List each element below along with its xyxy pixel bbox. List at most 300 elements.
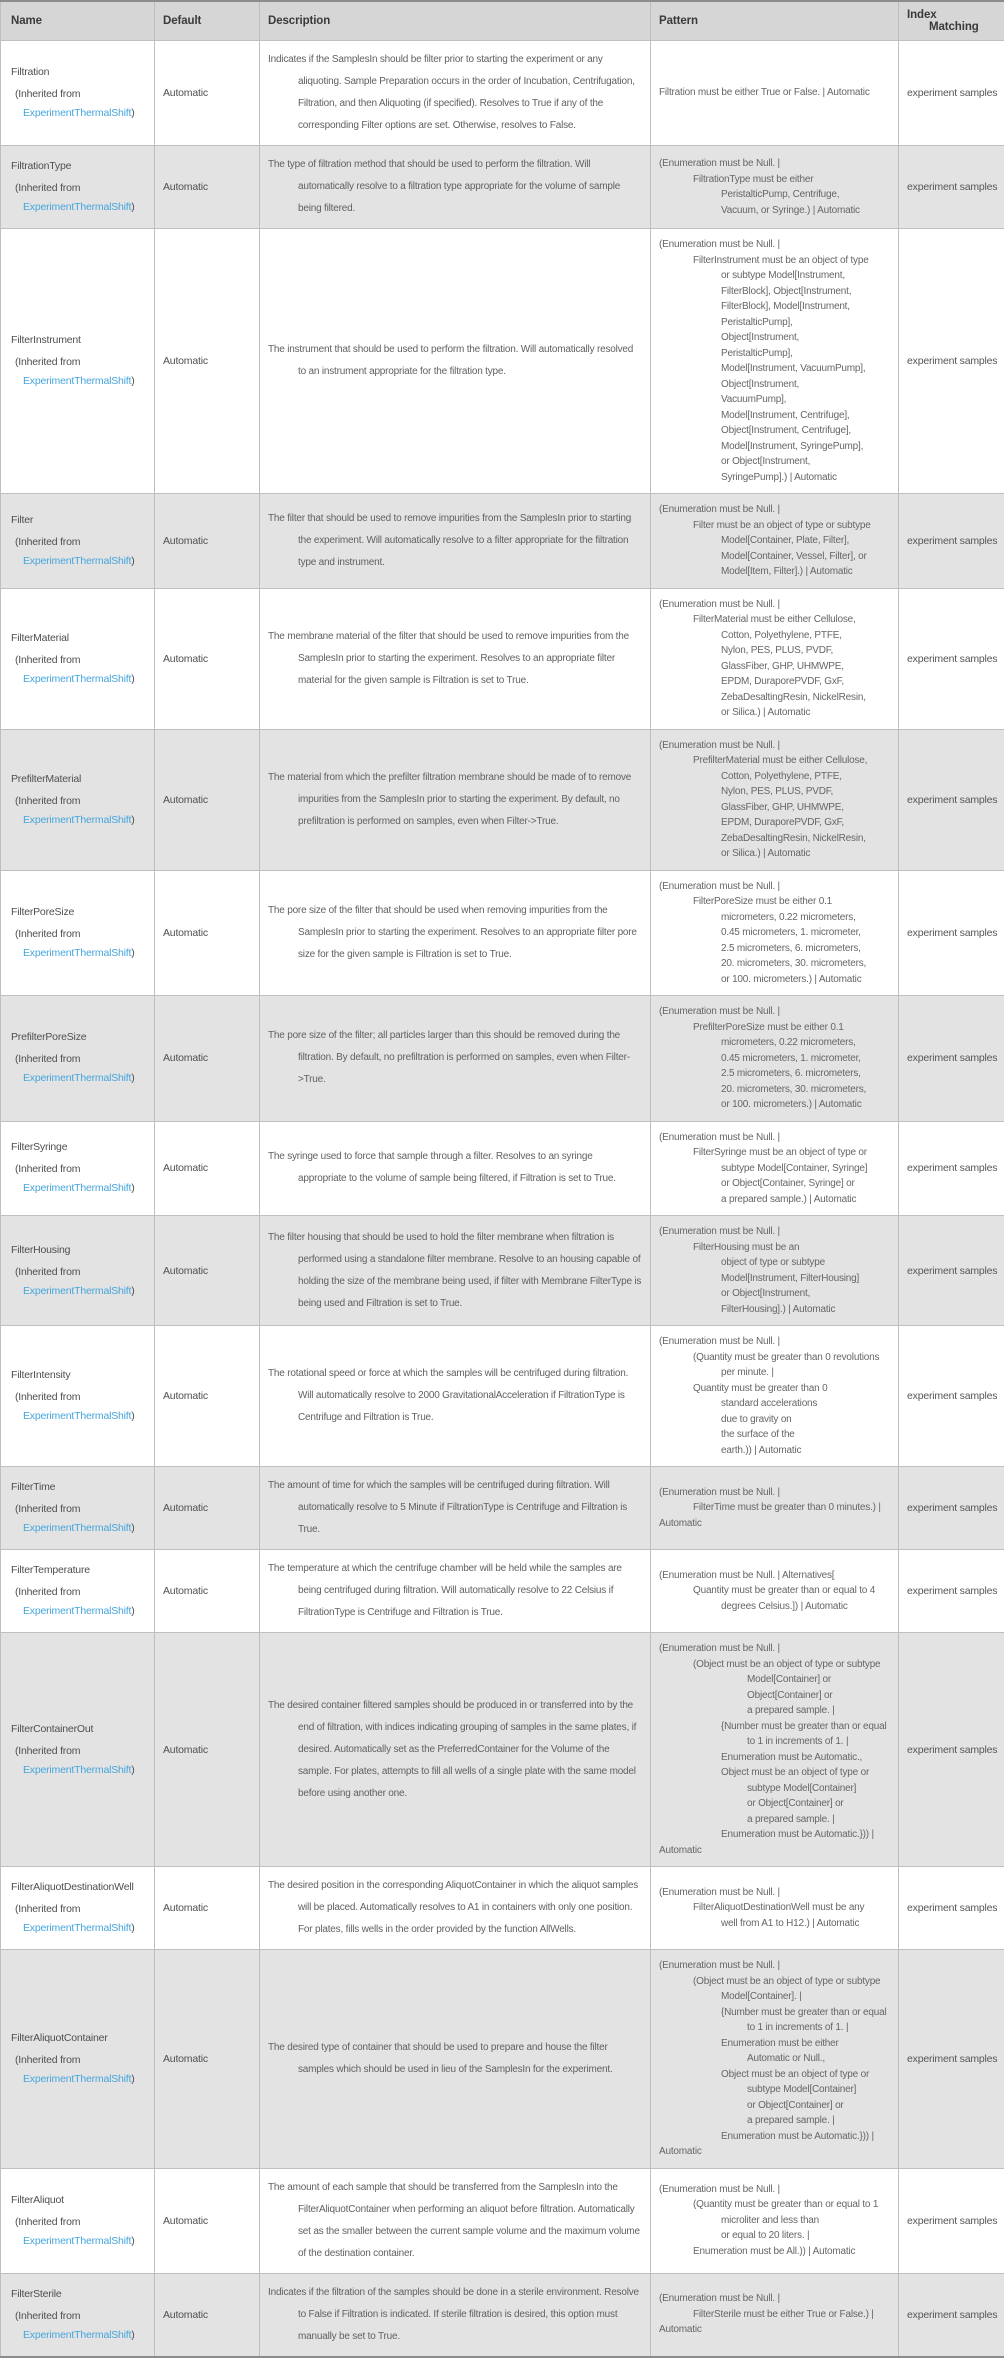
option-description-text: The temperature at which the centrifuge chamber will be held while the samples are being centrifuged during filtration. Will automatically resolve to 22 Celsius if FiltrationType is Centrifuge and Filtration is True.	[268, 1558, 642, 1624]
option-default-cell: Automatic	[155, 1550, 260, 1633]
option-pattern-cell	[651, 2273, 899, 2357]
option-description-text: The amount of each sample that should be transferred from the SamplesIn into the FilterAliquotContainer when performing an aliquot before filtration. Automatically set as the smaller between the current sample volume and the maximum volume of the destination container.	[268, 2177, 642, 2265]
inherited-from-label: (Inherited from	[11, 2051, 150, 2070]
pattern-line: FilterHousing].) | Automatic	[659, 1302, 896, 1318]
pattern-line: (Enumeration must be Null. |	[659, 1334, 896, 1350]
pattern-line: Model[Instrument, VacuumPump],	[659, 361, 896, 377]
closing-paren: )	[131, 1072, 134, 1084]
inherited-from-label: (Inherited from	[11, 353, 150, 372]
pattern-line: or Silica.) | Automatic	[659, 846, 896, 862]
pattern-line: a prepared sample.) | Automatic	[659, 1192, 896, 1208]
option-name-cell	[1, 1121, 155, 1216]
option-description-cell	[260, 1467, 651, 1550]
pattern-line: PeristalticPump],	[659, 315, 896, 331]
pattern-line: 2.5 micrometers, 6. micrometers,	[659, 1066, 896, 1082]
pattern-line: EPDM, DuraporePVDF, GxF,	[659, 674, 896, 690]
pattern-line: SyringePump].) | Automatic	[659, 470, 896, 486]
pattern-line: Enumeration must be Automatic.})) |	[659, 1827, 896, 1843]
option-name-cell	[1, 146, 155, 229]
pattern-line: (Enumeration must be Null. |	[659, 237, 896, 253]
pattern-line: (Enumeration must be Null. |	[659, 1885, 896, 1901]
pattern-line: Automatic or Null.,	[659, 2051, 896, 2067]
header-row	[1, 1, 1004, 41]
pattern-line: (Enumeration must be Null. |	[659, 1641, 896, 1657]
option-index-matching-cell: experiment samples	[899, 2273, 1004, 2357]
option-pattern-cell	[651, 729, 899, 870]
pattern-line: Object[Instrument,	[659, 377, 896, 393]
pattern-line: Model[Container, Plate, Filter],	[659, 533, 896, 549]
option-name-cell	[1, 729, 155, 870]
table-header	[1, 1, 1004, 41]
col-header-index-label: Index	[907, 9, 996, 21]
pattern-line: GlassFiber, GHP, UHMWPE,	[659, 800, 896, 816]
table-row	[1, 2273, 1004, 2357]
pattern-line: ZebaDesaltingResin, NickelResin,	[659, 831, 896, 847]
inherited-from-line	[11, 1919, 150, 1938]
experiment-thermal-shift-link[interactable]: ExperimentThermalShift	[23, 2073, 131, 2085]
option-description-text: Indicates if the filtration of the samples should be done in a sterile environment. Resolve to False if Filtration is indicated. If sterile filtration is desired, this option must manually be set to True.	[268, 2282, 642, 2348]
pattern-line: subtype Model[Container]	[659, 1781, 896, 1797]
pattern-line: VacuumPump],	[659, 392, 896, 408]
pattern-line: Object must be an object of type or	[659, 2067, 896, 2083]
option-description-cell	[260, 494, 651, 589]
option-index-matching-cell: experiment samples	[899, 588, 1004, 729]
inherited-from-label: (Inherited from	[11, 1263, 150, 1282]
pattern-line: Enumeration must be Automatic.,	[659, 1750, 896, 1766]
pattern-line: Vacuum, or Syringe.) | Automatic	[659, 203, 896, 219]
experiment-thermal-shift-link[interactable]: ExperimentThermalShift	[23, 1764, 131, 1776]
pattern-line: well from A1 to H12.) | Automatic	[659, 1916, 896, 1932]
table-row	[1, 41, 1004, 146]
experiment-thermal-shift-link[interactable]: ExperimentThermalShift	[23, 1072, 131, 1084]
inherited-from-label: (Inherited from	[11, 2213, 150, 2232]
pattern-line: Automatic	[659, 1843, 896, 1859]
option-name-cell	[1, 2273, 155, 2357]
table-row	[1, 1550, 1004, 1633]
pattern-line: or Silica.) | Automatic	[659, 705, 896, 721]
pattern-line: (Object must be an object of type or subtype	[659, 1657, 896, 1673]
table-row	[1, 2168, 1004, 2273]
pattern-line: FilterSterile must be either True or False.) |	[659, 2307, 896, 2323]
option-description-text: The syringe used to force that sample through a filter. Resolves to an syringe appropriate to the volume of sample being filtered, if Filtration is set to True.	[268, 1146, 642, 1190]
table-row	[1, 1467, 1004, 1550]
experiment-thermal-shift-link[interactable]: ExperimentThermalShift	[23, 814, 131, 826]
option-name-cell	[1, 1216, 155, 1326]
pattern-line: Enumeration must be Automatic.})) |	[659, 2129, 896, 2145]
option-name: Filtration	[11, 63, 150, 82]
pattern-line: to 1 in increments of 1. |	[659, 2020, 896, 2036]
option-description-cell	[260, 2168, 651, 2273]
option-index-matching-cell: experiment samples	[899, 870, 1004, 996]
experiment-thermal-shift-link[interactable]: ExperimentThermalShift	[23, 673, 131, 685]
pattern-line: Enumeration must be All.)) | Automatic	[659, 2244, 896, 2260]
pattern-line: micrometers, 0.22 micrometers,	[659, 1035, 896, 1051]
table-row	[1, 588, 1004, 729]
pattern-line: FilterTime must be greater than 0 minutes.) |	[659, 1500, 896, 1516]
inherited-from-label: (Inherited from	[11, 1050, 150, 1069]
experiment-thermal-shift-link[interactable]: ExperimentThermalShift	[23, 375, 131, 387]
closing-paren: )	[131, 201, 134, 213]
pattern-line: (Enumeration must be Null. |	[659, 2291, 896, 2307]
option-index-matching-cell: experiment samples	[899, 229, 1004, 494]
closing-paren: )	[131, 2329, 134, 2341]
option-pattern-cell	[651, 1550, 899, 1633]
option-index-matching-cell: experiment samples	[899, 1326, 1004, 1467]
table-row	[1, 996, 1004, 1122]
experiment-thermal-shift-link[interactable]: ExperimentThermalShift	[23, 1522, 131, 1534]
pattern-line: per minute. |	[659, 1365, 896, 1381]
option-description-text: The desired container filtered samples should be produced in or transferred into by the end of filtration, with indices indicating grouping of samples in the same plates, if desired. Automatically set as the PreferredContainer for the Volume of the sample. For plates, attempts to fill all wells of a single plate with the same model before using another one.	[268, 1695, 642, 1805]
option-default-cell: Automatic	[155, 1216, 260, 1326]
option-description-cell	[260, 996, 651, 1122]
pattern-line: PeristalticPump, Centrifuge,	[659, 187, 896, 203]
option-default-cell: Automatic	[155, 1633, 260, 1867]
pattern-line: Model[Container]. |	[659, 1989, 896, 2005]
inherited-from-label: (Inherited from	[11, 925, 150, 944]
inherited-from-line	[11, 372, 150, 391]
option-pattern-cell	[651, 1950, 899, 2169]
option-name-cell	[1, 996, 155, 1122]
option-default-cell: Automatic	[155, 1867, 260, 1950]
closing-paren: )	[131, 107, 134, 119]
closing-paren: )	[131, 673, 134, 685]
option-index-matching-cell: experiment samples	[899, 1867, 1004, 1950]
option-name: FilterHousing	[11, 1241, 150, 1260]
option-name: FilterAliquot	[11, 2191, 150, 2210]
experiment-thermal-shift-link[interactable]: ExperimentThermalShift	[23, 1285, 131, 1297]
pattern-line: FilterAliquotDestinationWell must be any	[659, 1900, 896, 1916]
experiment-thermal-shift-link[interactable]: ExperimentThermalShift	[23, 1182, 131, 1194]
option-pattern-cell	[651, 146, 899, 229]
experiment-thermal-shift-link[interactable]: ExperimentThermalShift	[23, 201, 131, 213]
option-default-cell: Automatic	[155, 729, 260, 870]
pattern-line: Automatic	[659, 2144, 896, 2160]
table-row	[1, 1121, 1004, 1216]
option-description-cell	[260, 2273, 651, 2357]
experiment-thermal-shift-link[interactable]: ExperimentThermalShift	[23, 2235, 131, 2247]
option-name-cell	[1, 1950, 155, 2169]
inherited-from-label: (Inherited from	[11, 85, 150, 104]
option-index-matching-cell: experiment samples	[899, 146, 1004, 229]
pattern-line: or Object[Container] or	[659, 2098, 896, 2114]
pattern-line: or 100. micrometers.) | Automatic	[659, 972, 896, 988]
experiment-thermal-shift-link[interactable]: ExperimentThermalShift	[23, 2329, 131, 2341]
pattern-line: FilterMaterial must be either Cellulose,	[659, 612, 896, 628]
pattern-line: PrefilterMaterial must be either Cellulose,	[659, 753, 896, 769]
option-name-cell	[1, 1467, 155, 1550]
inherited-from-line	[11, 2326, 150, 2345]
pattern-line: or Object[Container] or	[659, 1796, 896, 1812]
option-pattern-cell	[651, 1633, 899, 1867]
option-name: Filter	[11, 511, 150, 530]
inherited-from-line	[11, 104, 150, 123]
option-default-cell: Automatic	[155, 494, 260, 589]
option-default-cell: Automatic	[155, 41, 260, 146]
table-row	[1, 1216, 1004, 1326]
col-header-pattern	[651, 1, 899, 41]
pattern-line: due to gravity on	[659, 1412, 896, 1428]
closing-paren: )	[131, 2073, 134, 2085]
pattern-line: {Number must be greater than or equal	[659, 1719, 896, 1735]
pattern-line: or equal to 20 liters. |	[659, 2228, 896, 2244]
option-description-cell	[260, 1550, 651, 1633]
option-description-text: The filter that should be used to remove impurities from the SamplesIn prior to starting the experiment. Will automatically resolve to a filter appropriate for the filtration type and instrument.	[268, 508, 642, 574]
pattern-line: Automatic	[659, 1516, 896, 1532]
closing-paren: )	[131, 2235, 134, 2247]
pattern-line: Nylon, PES, PLUS, PVDF,	[659, 784, 896, 800]
option-description-text: The membrane material of the filter that should be used to remove impurities from the SamplesIn prior to starting the experiment. Resolves to an appropriate filter material for the given sample is Filtration is set to True.	[268, 626, 642, 692]
table-row	[1, 729, 1004, 870]
inherited-from-label: (Inherited from	[11, 792, 150, 811]
option-description-cell	[260, 41, 651, 146]
pattern-line: FiltrationType must be either	[659, 172, 896, 188]
closing-paren: )	[131, 1410, 134, 1422]
option-name-cell	[1, 41, 155, 146]
option-name-cell	[1, 1550, 155, 1633]
col-header-default	[155, 1, 260, 41]
pattern-line: Model[Container, Vessel, Filter], or	[659, 549, 896, 565]
pattern-line: PeristalticPump],	[659, 346, 896, 362]
option-description-text: The rotational speed or force at which the samples will be centrifuged during filtration. Will automatically resolve to 2000 GravitationalAcceleration if FiltrationType is Centrifuge and Filtration is True.	[268, 1363, 642, 1429]
option-default-cell: Automatic	[155, 146, 260, 229]
pattern-line: Filtration must be either True or False. | Automatic	[659, 85, 896, 101]
inherited-from-label: (Inherited from	[11, 1500, 150, 1519]
option-description-text: The type of filtration method that should be used to perform the filtration. Will automatically resolve to a filtration type appropriate for the volume of sample being filtered.	[268, 154, 642, 220]
pattern-line: microliter and less than	[659, 2213, 896, 2229]
pattern-line: Enumeration must be either	[659, 2036, 896, 2052]
pattern-line: Cotton, Polyethylene, PTFE,	[659, 769, 896, 785]
option-description-cell	[260, 1633, 651, 1867]
option-index-matching-cell: experiment samples	[899, 494, 1004, 589]
experiment-thermal-shift-link[interactable]: ExperimentThermalShift	[23, 107, 131, 119]
option-default-cell: Automatic	[155, 2273, 260, 2357]
inherited-from-label: (Inherited from	[11, 1900, 150, 1919]
inherited-from-line	[11, 1602, 150, 1621]
option-name: FiltrationType	[11, 157, 150, 176]
inherited-from-line	[11, 1282, 150, 1301]
closing-paren: )	[131, 555, 134, 567]
pattern-line: Cotton, Polyethylene, PTFE,	[659, 628, 896, 644]
inherited-from-label: (Inherited from	[11, 1388, 150, 1407]
option-description-cell	[260, 1867, 651, 1950]
pattern-line: (Object must be an object of type or subtype	[659, 1974, 896, 1990]
pattern-line: {Number must be greater than or equal	[659, 2005, 896, 2021]
pattern-line: Nylon, PES, PLUS, PVDF,	[659, 643, 896, 659]
col-header-name-label: Name	[11, 15, 146, 27]
option-index-matching-cell: experiment samples	[899, 729, 1004, 870]
inherited-from-line	[11, 198, 150, 217]
pattern-line: Object must be an object of type or	[659, 1765, 896, 1781]
option-description-cell	[260, 870, 651, 996]
closing-paren: )	[131, 1285, 134, 1297]
inherited-from-line	[11, 1519, 150, 1538]
inherited-from-line	[11, 1179, 150, 1198]
inherited-from-line	[11, 1761, 150, 1780]
closing-paren: )	[131, 375, 134, 387]
col-header-pattern-label: Pattern	[659, 15, 890, 27]
experiment-thermal-shift-link[interactable]: ExperimentThermalShift	[23, 947, 131, 959]
table-row	[1, 1633, 1004, 1867]
pattern-line: (Enumeration must be Null. |	[659, 156, 896, 172]
pattern-line: (Enumeration must be Null. |	[659, 738, 896, 754]
option-default-cell: Automatic	[155, 870, 260, 996]
pattern-line: FilterBlock], Model[Instrument,	[659, 299, 896, 315]
pattern-line: a prepared sample. |	[659, 1703, 896, 1719]
inherited-from-line	[11, 944, 150, 963]
option-index-matching-cell: experiment samples	[899, 2168, 1004, 2273]
inherited-from-line	[11, 2070, 150, 2089]
pattern-line: Quantity must be greater than 0	[659, 1381, 896, 1397]
pattern-line: FilterInstrument must be an object of type	[659, 253, 896, 269]
pattern-line: Filter must be an object of type or subtype	[659, 518, 896, 534]
pattern-line: a prepared sample. |	[659, 2113, 896, 2129]
option-pattern-cell	[651, 870, 899, 996]
inherited-from-label: (Inherited from	[11, 2307, 150, 2326]
table-row	[1, 494, 1004, 589]
pattern-line: or Object[Instrument,	[659, 1286, 896, 1302]
pattern-line: (Enumeration must be Null. |	[659, 1958, 896, 1974]
option-name-cell	[1, 229, 155, 494]
option-pattern-cell	[651, 1467, 899, 1550]
option-name-cell	[1, 494, 155, 589]
pattern-line: Object[Instrument,	[659, 330, 896, 346]
option-pattern-cell	[651, 41, 899, 146]
option-pattern-cell	[651, 1867, 899, 1950]
pattern-line: 20. micrometers, 30. micrometers,	[659, 956, 896, 972]
option-name-cell	[1, 1633, 155, 1867]
option-name-cell	[1, 2168, 155, 2273]
inherited-from-line	[11, 1407, 150, 1426]
col-header-description-label: Description	[268, 15, 642, 27]
table-row	[1, 229, 1004, 494]
option-name: PrefilterPoreSize	[11, 1028, 150, 1047]
option-name: FilterContainerOut	[11, 1720, 150, 1739]
option-description-cell	[260, 1121, 651, 1216]
experiment-thermal-shift-link[interactable]: ExperimentThermalShift	[23, 555, 131, 567]
option-pattern-cell	[651, 1121, 899, 1216]
pattern-line: Object[Container] or	[659, 1688, 896, 1704]
pattern-line: the surface of the	[659, 1427, 896, 1443]
pattern-line: Model[Instrument, SyringePump],	[659, 439, 896, 455]
option-default-cell: Automatic	[155, 1121, 260, 1216]
option-pattern-cell	[651, 588, 899, 729]
pattern-line: a prepared sample. |	[659, 1812, 896, 1828]
option-name: FilterMaterial	[11, 629, 150, 648]
option-description-text: Indicates if the SamplesIn should be filter prior to starting the experiment or any aliquoting. Sample Preparation occurs in the order of Incubation, Centrifugation, Filtration, and then Aliquoting (if specified). Resolves to True if any of the corresponding Filter options are set. Otherwise, resolves to False.	[268, 49, 642, 137]
option-default-cell: Automatic	[155, 1326, 260, 1467]
pattern-line: degrees Celsius.]) | Automatic	[659, 1599, 896, 1615]
table-row	[1, 1326, 1004, 1467]
option-index-matching-cell: experiment samples	[899, 1950, 1004, 2169]
col-header-index-matching	[899, 1, 1004, 41]
pattern-line: Model[Container] or	[659, 1672, 896, 1688]
option-description-text: The pore size of the filter that should be used when removing impurities from the SamplesIn prior to starting the experiment. Resolves to an appropriate filter pore size for the given sample is Filtration is set to True.	[268, 900, 642, 966]
option-name: FilterIntensity	[11, 1366, 150, 1385]
option-description-cell	[260, 229, 651, 494]
closing-paren: )	[131, 1522, 134, 1534]
option-name: FilterPoreSize	[11, 903, 150, 922]
pattern-line: standard accelerations	[659, 1396, 896, 1412]
option-index-matching-cell: experiment samples	[899, 996, 1004, 1122]
pattern-line: (Quantity must be greater than or equal to 1	[659, 2197, 896, 2213]
option-description-cell	[260, 729, 651, 870]
option-description-cell	[260, 1950, 651, 2169]
option-index-matching-cell: experiment samples	[899, 1121, 1004, 1216]
pattern-line: GlassFiber, GHP, UHMWPE,	[659, 659, 896, 675]
pattern-line: FilterPoreSize must be either 0.1	[659, 894, 896, 910]
pattern-line: (Enumeration must be Null. |	[659, 1485, 896, 1501]
closing-paren: )	[131, 1182, 134, 1194]
inherited-from-label: (Inherited from	[11, 1583, 150, 1602]
pattern-line: FilterBlock], Object[Instrument,	[659, 284, 896, 300]
closing-paren: )	[131, 814, 134, 826]
pattern-line: 2.5 micrometers, 6. micrometers,	[659, 941, 896, 957]
pattern-line: (Enumeration must be Null. |	[659, 1130, 896, 1146]
table-row	[1, 1950, 1004, 2169]
experiment-thermal-shift-link[interactable]: ExperimentThermalShift	[23, 1605, 131, 1617]
option-pattern-cell	[651, 229, 899, 494]
inherited-from-label: (Inherited from	[11, 651, 150, 670]
pattern-line: earth.)) | Automatic	[659, 1443, 896, 1459]
closing-paren: )	[131, 947, 134, 959]
option-name: FilterSyringe	[11, 1138, 150, 1157]
option-pattern-cell	[651, 494, 899, 589]
option-description-cell	[260, 146, 651, 229]
experiment-thermal-shift-link[interactable]: ExperimentThermalShift	[23, 1922, 131, 1934]
pattern-line: or Object[Instrument,	[659, 454, 896, 470]
option-name-cell	[1, 1867, 155, 1950]
option-description-text: The filter housing that should be used to hold the filter membrane when filtration is performed using a standalone filter membrane. Resolve to an housing capable of holding the size of the membrane being used, if filter with Membrane FilterType is being used and Filtration is set to True.	[268, 1227, 642, 1315]
pattern-line: (Enumeration must be Null. | Alternatives[	[659, 1568, 896, 1584]
option-name-cell	[1, 1326, 155, 1467]
option-name-cell	[1, 870, 155, 996]
option-description-text: The desired type of container that should be used to prepare and house the filter samples which should be used in lieu of the SamplesIn for the experiment.	[268, 2037, 642, 2081]
closing-paren: )	[131, 1764, 134, 1776]
option-index-matching-cell: experiment samples	[899, 1633, 1004, 1867]
pattern-line: 20. micrometers, 30. micrometers,	[659, 1082, 896, 1098]
pattern-line: subtype Model[Container, Syringe]	[659, 1161, 896, 1177]
col-header-name	[1, 1, 155, 41]
option-description-text: The amount of time for which the samples will be centrifuged during filtration. Will automatically resolve to 5 Minute if FiltrationType is Centrifuge and Filtration is True.	[268, 1475, 642, 1541]
pattern-line: 0.45 micrometers, 1. micrometer,	[659, 925, 896, 941]
pattern-line: (Enumeration must be Null. |	[659, 1004, 896, 1020]
pattern-line: (Enumeration must be Null. |	[659, 2182, 896, 2198]
pattern-line: or 100. micrometers.) | Automatic	[659, 1097, 896, 1113]
table-row	[1, 870, 1004, 996]
pattern-line: (Enumeration must be Null. |	[659, 597, 896, 613]
col-header-description	[260, 1, 651, 41]
option-name: FilterInstrument	[11, 331, 150, 350]
col-header-default-label: Default	[163, 15, 251, 27]
pattern-line: Model[Instrument, FilterHousing]	[659, 1271, 896, 1287]
pattern-line: PrefilterPoreSize must be either 0.1	[659, 1020, 896, 1036]
pattern-line: Model[Item, Filter].) | Automatic	[659, 564, 896, 580]
pattern-line: or subtype Model[Instrument,	[659, 268, 896, 284]
options-table-body	[1, 41, 1004, 2357]
table-row	[1, 146, 1004, 229]
closing-paren: )	[131, 1605, 134, 1617]
pattern-line: FilterHousing must be an	[659, 1240, 896, 1256]
option-default-cell: Automatic	[155, 2168, 260, 2273]
option-pattern-cell	[651, 1216, 899, 1326]
pattern-line: 0.45 micrometers, 1. micrometer,	[659, 1051, 896, 1067]
pattern-line: or Object[Container, Syringe] or	[659, 1176, 896, 1192]
option-description-cell	[260, 588, 651, 729]
pattern-line: Quantity must be greater than or equal to 4	[659, 1583, 896, 1599]
closing-paren: )	[131, 1922, 134, 1934]
experiment-thermal-shift-link[interactable]: ExperimentThermalShift	[23, 1410, 131, 1422]
option-name: FilterAliquotContainer	[11, 2029, 150, 2048]
